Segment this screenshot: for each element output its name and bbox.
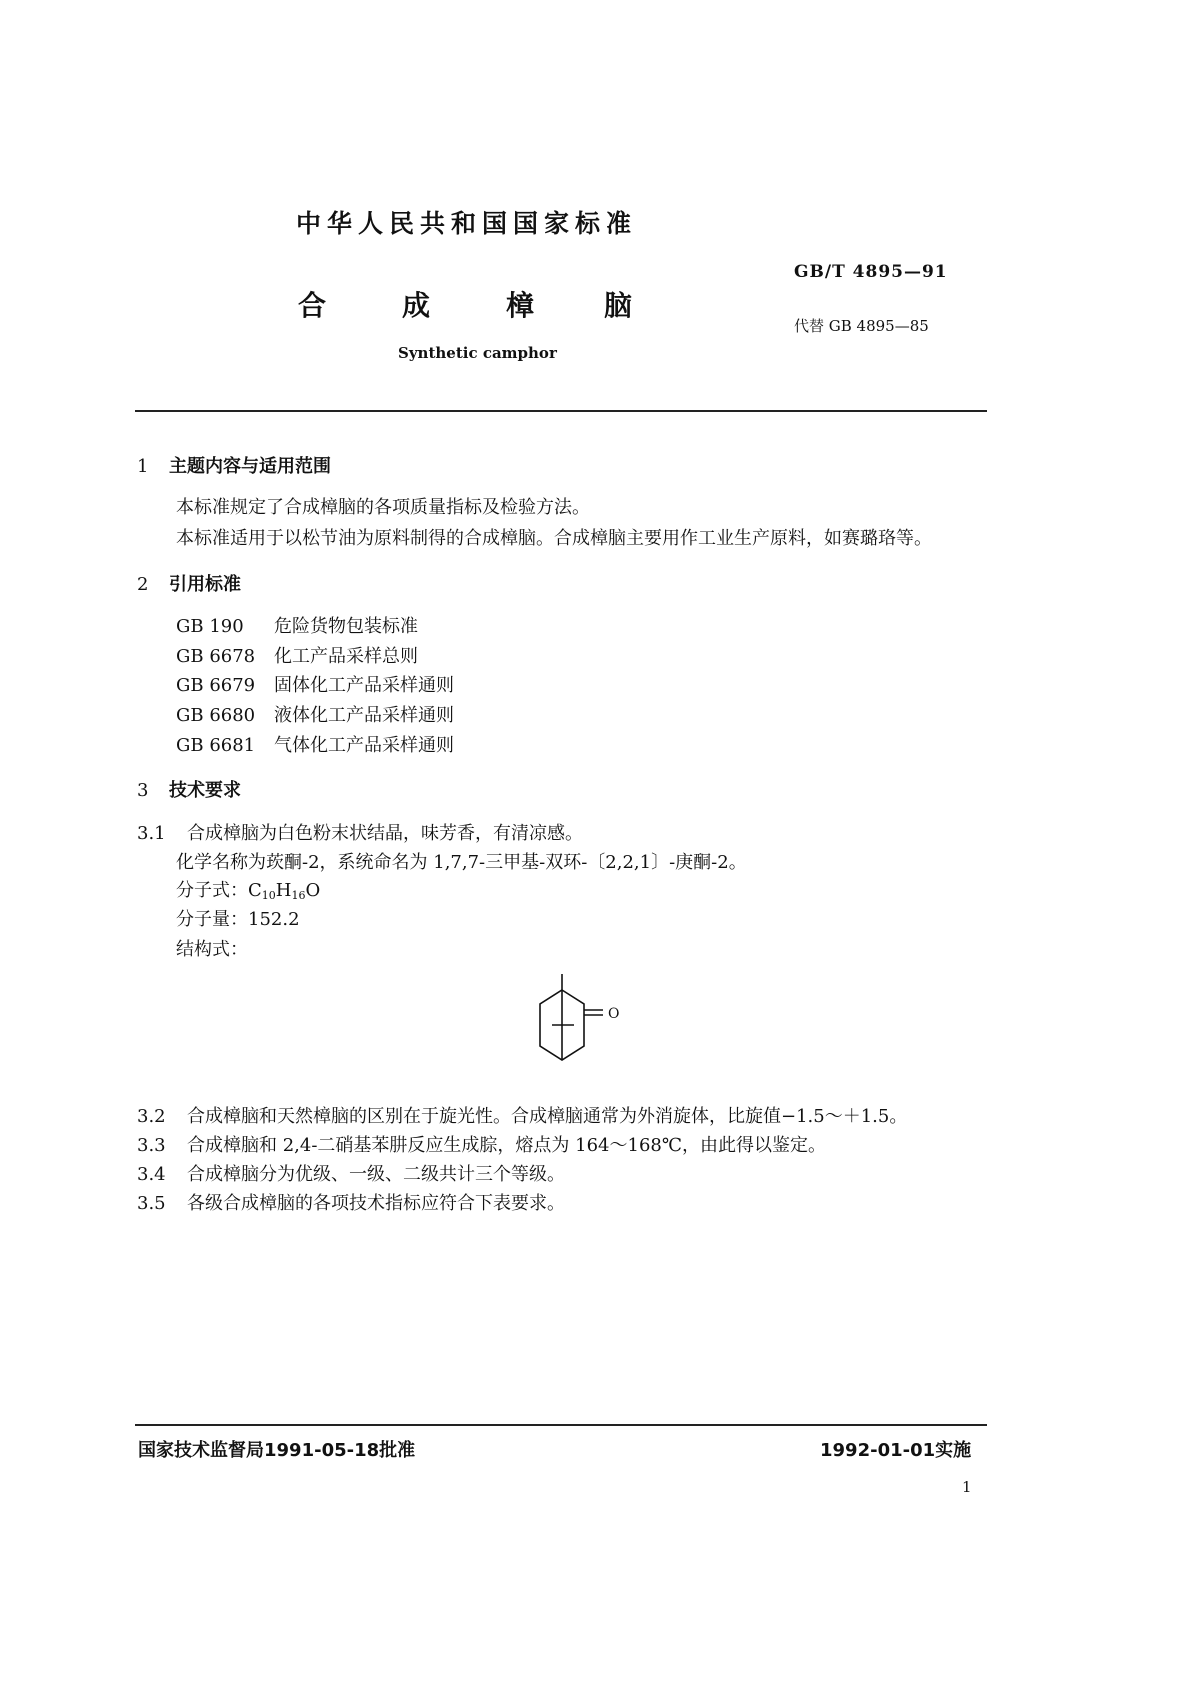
clause-text: 合成樟脑分为优级、一级、二级共计三个等级。 [187,1164,565,1185]
section-title: 主题内容与适用范围 [169,456,331,477]
clause-text: 合成樟脑和 2,4-二硝基苯肼反应生成腙，熔点为 164～168℃，由此得以鉴定。 [187,1135,826,1156]
section-title: 引用标准 [169,574,241,595]
formula-o: O [305,880,321,901]
formula-c-count: 10 [261,889,276,902]
title-char: 樟 [506,289,535,322]
english-title: Synthetic camphor [398,344,557,362]
reference-name: 液体化工产品采样通则 [274,705,454,726]
reference-name: 气体化工产品采样通则 [274,735,454,756]
header-divider [135,410,987,412]
reference-code: GB 6678 [176,646,256,667]
clause-3-3 [137,1131,826,1157]
effective-date: 1992-01-01实施 [820,1440,972,1461]
reference-item [176,701,454,727]
reference-name: 固体化工产品采样通则 [274,675,454,696]
approval-statement: 国家技术监督局1991-05-18批准 [138,1440,416,1461]
clause-3-2 [137,1102,907,1128]
reference-code: GB 6679 [176,675,256,696]
standard-number: GB/T 4895—91 [794,262,948,282]
formula-label: 分子式： [176,880,248,901]
oxygen-atom: O [608,1006,620,1022]
structure-label: 结构式： [176,939,248,960]
clause-number: 3.3 [137,1135,166,1156]
molecular-formula [176,876,320,902]
reference-item [176,642,418,668]
clause-number: 3.4 [137,1164,166,1185]
molecular-weight [176,905,300,931]
clause-number: 3.2 [137,1106,166,1127]
section-1-paragraph: 本标准规定了合成樟脑的各项质量指标及检验方法。 [176,497,590,518]
clause-text: 合成樟脑和天然樟脑的区别在于旋光性。合成樟脑通常为外消旋体，比旋值−1.5～＋1.5。 [187,1106,908,1127]
camphor-structure-diagram [528,968,638,1070]
title-char: 脑 [604,289,633,322]
section-number: 3 [137,780,149,801]
footer-divider [135,1424,987,1426]
reference-name: 化工产品采样总则 [274,646,418,667]
title-char: 合 [298,289,327,322]
formula-c: C [248,880,262,901]
reference-code: GB 6681 [176,735,256,756]
replaces-standard: 代替 GB 4895—85 [794,317,929,335]
reference-item [176,612,418,638]
reference-item [176,731,454,757]
clause-3-4 [137,1160,565,1186]
title-char: 成 [402,289,431,322]
clause-text: 合成樟脑为白色粉末状结晶，味芳香，有清凉感。 [187,823,583,844]
reference-name: 危险货物包装标准 [274,616,418,637]
reference-item [176,671,454,697]
weight-label: 分子量： [176,909,248,930]
formula-h: H [275,880,292,901]
section-1-heading [137,452,331,478]
section-1-paragraph: 本标准适用于以松节油为原料制得的合成樟脑。合成樟脑主要用作工业生产原料，如赛璐珞等。 [176,528,932,549]
section-number: 1 [137,456,149,477]
reference-code: GB 6680 [176,705,256,726]
clause-3-1 [137,819,583,845]
reference-code: GB 190 [176,616,244,637]
section-3-heading [137,776,241,802]
section-title: 技术要求 [169,780,241,801]
weight-value: 152.2 [248,909,300,930]
clause-text: 各级合成樟脑的各项技术指标应符合下表要求。 [187,1193,565,1214]
section-2-heading [137,570,241,596]
national-standard-heading: 中华人民共和国国家标准 [296,209,638,238]
chemical-name: 化学名称为莰酮-2，系统命名为 1,7,7-三甲基-双环-〔2,2,1〕-庚酮-2。 [176,852,747,873]
clause-number: 3.1 [137,823,166,844]
formula-h-count: 16 [291,889,306,902]
clause-3-5 [137,1189,565,1215]
section-number: 2 [137,574,149,595]
clause-number: 3.5 [137,1193,166,1214]
page-number: 1 [962,1478,972,1496]
